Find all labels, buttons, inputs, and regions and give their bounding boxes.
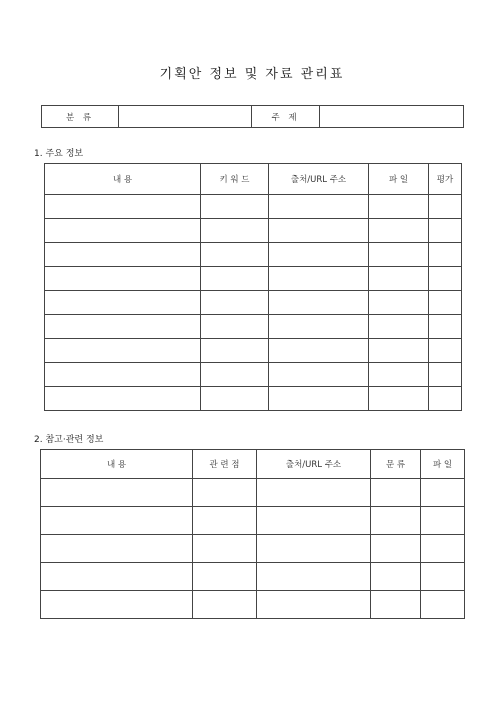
table-cell[interactable]: [421, 479, 465, 507]
table-cell[interactable]: [45, 339, 201, 363]
table-row: [45, 363, 462, 387]
subject-value-cell[interactable]: [320, 106, 464, 128]
table-row: [41, 535, 465, 563]
page-title: 기획안 정보 및 자료 관리표: [159, 67, 345, 82]
table-cell[interactable]: [269, 219, 369, 243]
table-cell[interactable]: [45, 315, 201, 339]
table-cell[interactable]: [429, 219, 462, 243]
table-row: [45, 315, 462, 339]
table-cell[interactable]: [269, 339, 369, 363]
table-cell[interactable]: [269, 267, 369, 291]
col-category: 문 류: [371, 450, 421, 479]
table-cell[interactable]: [201, 363, 269, 387]
table-cell[interactable]: [429, 339, 462, 363]
table-cell[interactable]: [45, 219, 201, 243]
col-file: 파 일: [421, 450, 465, 479]
table-cell[interactable]: [371, 563, 421, 591]
section2-heading: 2. 참고·관련 정보: [34, 435, 104, 445]
table-cell[interactable]: [257, 563, 371, 591]
table-row: [41, 507, 465, 535]
table-row: [45, 291, 462, 315]
table-cell[interactable]: [421, 507, 465, 535]
section1-heading: 1. 주요 정보: [34, 149, 84, 159]
table-cell[interactable]: [45, 363, 201, 387]
table-row: [41, 591, 465, 619]
table-row: [45, 243, 462, 267]
table-cell[interactable]: [429, 363, 462, 387]
table-cell[interactable]: [421, 535, 465, 563]
col-related: 관 련 점: [193, 450, 257, 479]
table-cell[interactable]: [371, 479, 421, 507]
col-content: 내 용: [45, 164, 201, 195]
table-cell[interactable]: [369, 195, 429, 219]
table-cell[interactable]: [421, 591, 465, 619]
table-cell[interactable]: [269, 315, 369, 339]
table-cell[interactable]: [269, 243, 369, 267]
table-cell[interactable]: [41, 535, 193, 563]
table-cell[interactable]: [429, 291, 462, 315]
category-label: 분 류: [42, 106, 119, 128]
col-file: 파 일: [369, 164, 429, 195]
table-row: [45, 219, 462, 243]
col-source-url: 출처/URL 주소: [257, 450, 371, 479]
table-cell[interactable]: [371, 591, 421, 619]
table-cell[interactable]: [201, 387, 269, 411]
table-cell[interactable]: [429, 195, 462, 219]
table-cell[interactable]: [193, 535, 257, 563]
table-cell[interactable]: [201, 267, 269, 291]
table-cell[interactable]: [257, 507, 371, 535]
table-cell[interactable]: [369, 243, 429, 267]
table-row: [45, 339, 462, 363]
table-cell[interactable]: [269, 387, 369, 411]
table-cell[interactable]: [429, 267, 462, 291]
table-cell[interactable]: [429, 387, 462, 411]
category-value-cell[interactable]: [119, 106, 252, 128]
table-cell[interactable]: [429, 243, 462, 267]
main-header-row: [45, 164, 462, 195]
table-cell[interactable]: [421, 563, 465, 591]
table-row: [45, 195, 462, 219]
table-cell[interactable]: [201, 195, 269, 219]
table-cell[interactable]: [369, 339, 429, 363]
table-cell[interactable]: [201, 243, 269, 267]
table-cell[interactable]: [257, 591, 371, 619]
table-cell[interactable]: [193, 479, 257, 507]
subject-label: 주 제: [252, 106, 320, 128]
col-content: 내 용: [41, 450, 193, 479]
table-cell[interactable]: [371, 507, 421, 535]
table-cell[interactable]: [45, 243, 201, 267]
main-info-table: [44, 163, 462, 411]
table-cell[interactable]: [45, 267, 201, 291]
table-row: [41, 563, 465, 591]
table-cell[interactable]: [201, 291, 269, 315]
table-cell[interactable]: [429, 315, 462, 339]
ref-header-row: [41, 450, 465, 479]
table-cell[interactable]: [45, 291, 201, 315]
table-cell[interactable]: [257, 479, 371, 507]
table-cell[interactable]: [269, 291, 369, 315]
table-row: [45, 387, 462, 411]
col-rating: 평가: [429, 164, 462, 195]
table-cell[interactable]: [369, 315, 429, 339]
table-row: [45, 267, 462, 291]
table-cell[interactable]: [201, 339, 269, 363]
table-cell[interactable]: [369, 291, 429, 315]
table-cell[interactable]: [193, 507, 257, 535]
table-cell[interactable]: [269, 363, 369, 387]
col-source-url: 출처/URL 주소: [269, 164, 369, 195]
reference-info-table: [40, 449, 465, 619]
table-cell[interactable]: [369, 267, 429, 291]
table-cell[interactable]: [257, 535, 371, 563]
table-cell[interactable]: [41, 591, 193, 619]
table-cell[interactable]: [369, 363, 429, 387]
table-cell[interactable]: [201, 219, 269, 243]
table-cell[interactable]: [41, 563, 193, 591]
table-cell[interactable]: [371, 535, 421, 563]
table-cell[interactable]: [201, 315, 269, 339]
table-row: [41, 479, 465, 507]
col-keyword: 키 워 드: [201, 164, 269, 195]
table-cell[interactable]: [41, 479, 193, 507]
table-cell[interactable]: [45, 195, 201, 219]
table-cell[interactable]: [45, 387, 201, 411]
table-cell[interactable]: [369, 387, 429, 411]
table-cell[interactable]: [269, 195, 369, 219]
table-cell[interactable]: [193, 591, 257, 619]
meta-table: [41, 105, 464, 128]
table-cell[interactable]: [193, 563, 257, 591]
table-cell[interactable]: [41, 507, 193, 535]
table-cell[interactable]: [369, 219, 429, 243]
